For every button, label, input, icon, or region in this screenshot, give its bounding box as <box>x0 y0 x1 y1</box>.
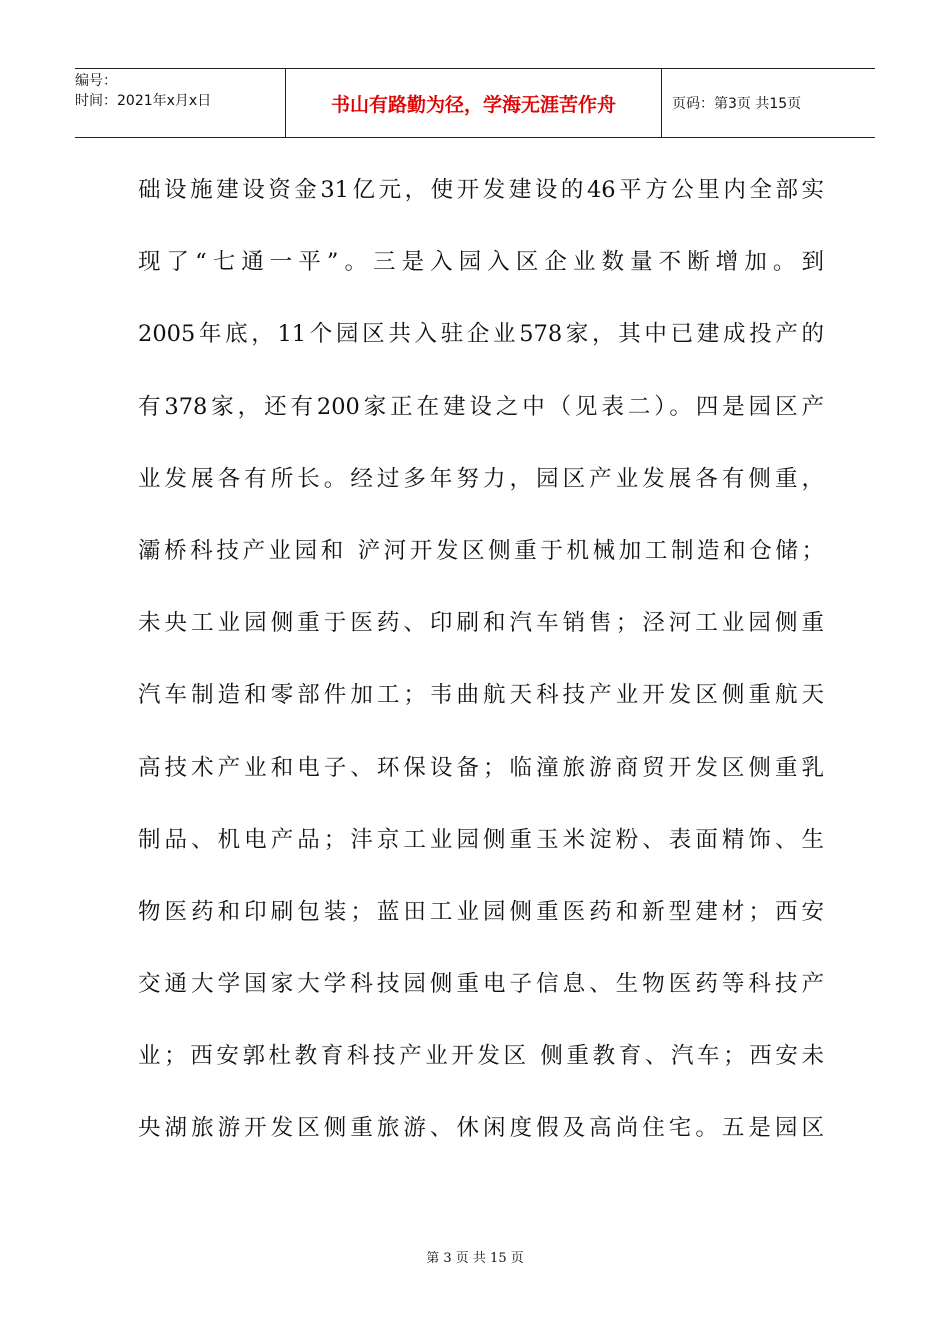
document-number: 编号： <box>75 73 117 89</box>
body-line: 灞桥科技产业园和 浐河开发区侧重于机械加工制造和仓储； <box>138 537 824 564</box>
header-motto: 书山有路勤为径，学海无涯苦作舟 <box>286 69 662 137</box>
body-line: 有378家，还有200家正在建设之中（见表二）。四是园区产 <box>138 393 824 420</box>
body-line: 交通大学国家大学科技园侧重电子信息、生物医药等科技产 <box>138 971 824 998</box>
body-line: 2005年底，11个园区共入驻企业578家，其中已建成投产的 <box>138 321 824 348</box>
body-line: 业发展各有所长。经过多年努力，园区产业发展各有侧重， <box>138 465 824 492</box>
body-line: 汽车制造和零部件加工；韦曲航天科技产业开发区侧重航天 <box>138 682 824 709</box>
document-time: 时间：2021年x月x日 <box>75 93 212 109</box>
body-line: 现了“七通一平”。三是入园入区企业数量不断增加。到 <box>138 249 824 276</box>
body-line: 物医药和印刷包装；蓝田工业园侧重医药和新型建材；西安 <box>138 898 824 925</box>
page-header <box>75 68 875 138</box>
document-body <box>138 160 824 1171</box>
header-page-info: 页码：第3页 共15页 <box>672 96 802 112</box>
body-line: 央湖旅游开发区侧重旅游、休闲度假及高尚住宅。五是园区 <box>138 1115 824 1142</box>
body-line: 高技术产业和电子、环保设备；临潼旅游商贸开发区侧重乳 <box>138 754 824 781</box>
body-line: 业；西安郭杜教育科技产业开发区 侧重教育、汽车；西安未 <box>138 1043 824 1070</box>
body-line: 础设施建设资金31亿元，使开发建设的46平方公里内全部实 <box>138 177 824 203</box>
body-line: 制品、机电产品；沣京工业园侧重玉米淀粉、表面精饰、生 <box>138 826 824 853</box>
page-footer: 第 3 页 共 15 页 <box>426 1251 524 1266</box>
body-line: 未央工业园侧重于医药、印刷和汽车销售；泾河工业园侧重 <box>138 610 824 637</box>
header-meta <box>75 69 286 137</box>
